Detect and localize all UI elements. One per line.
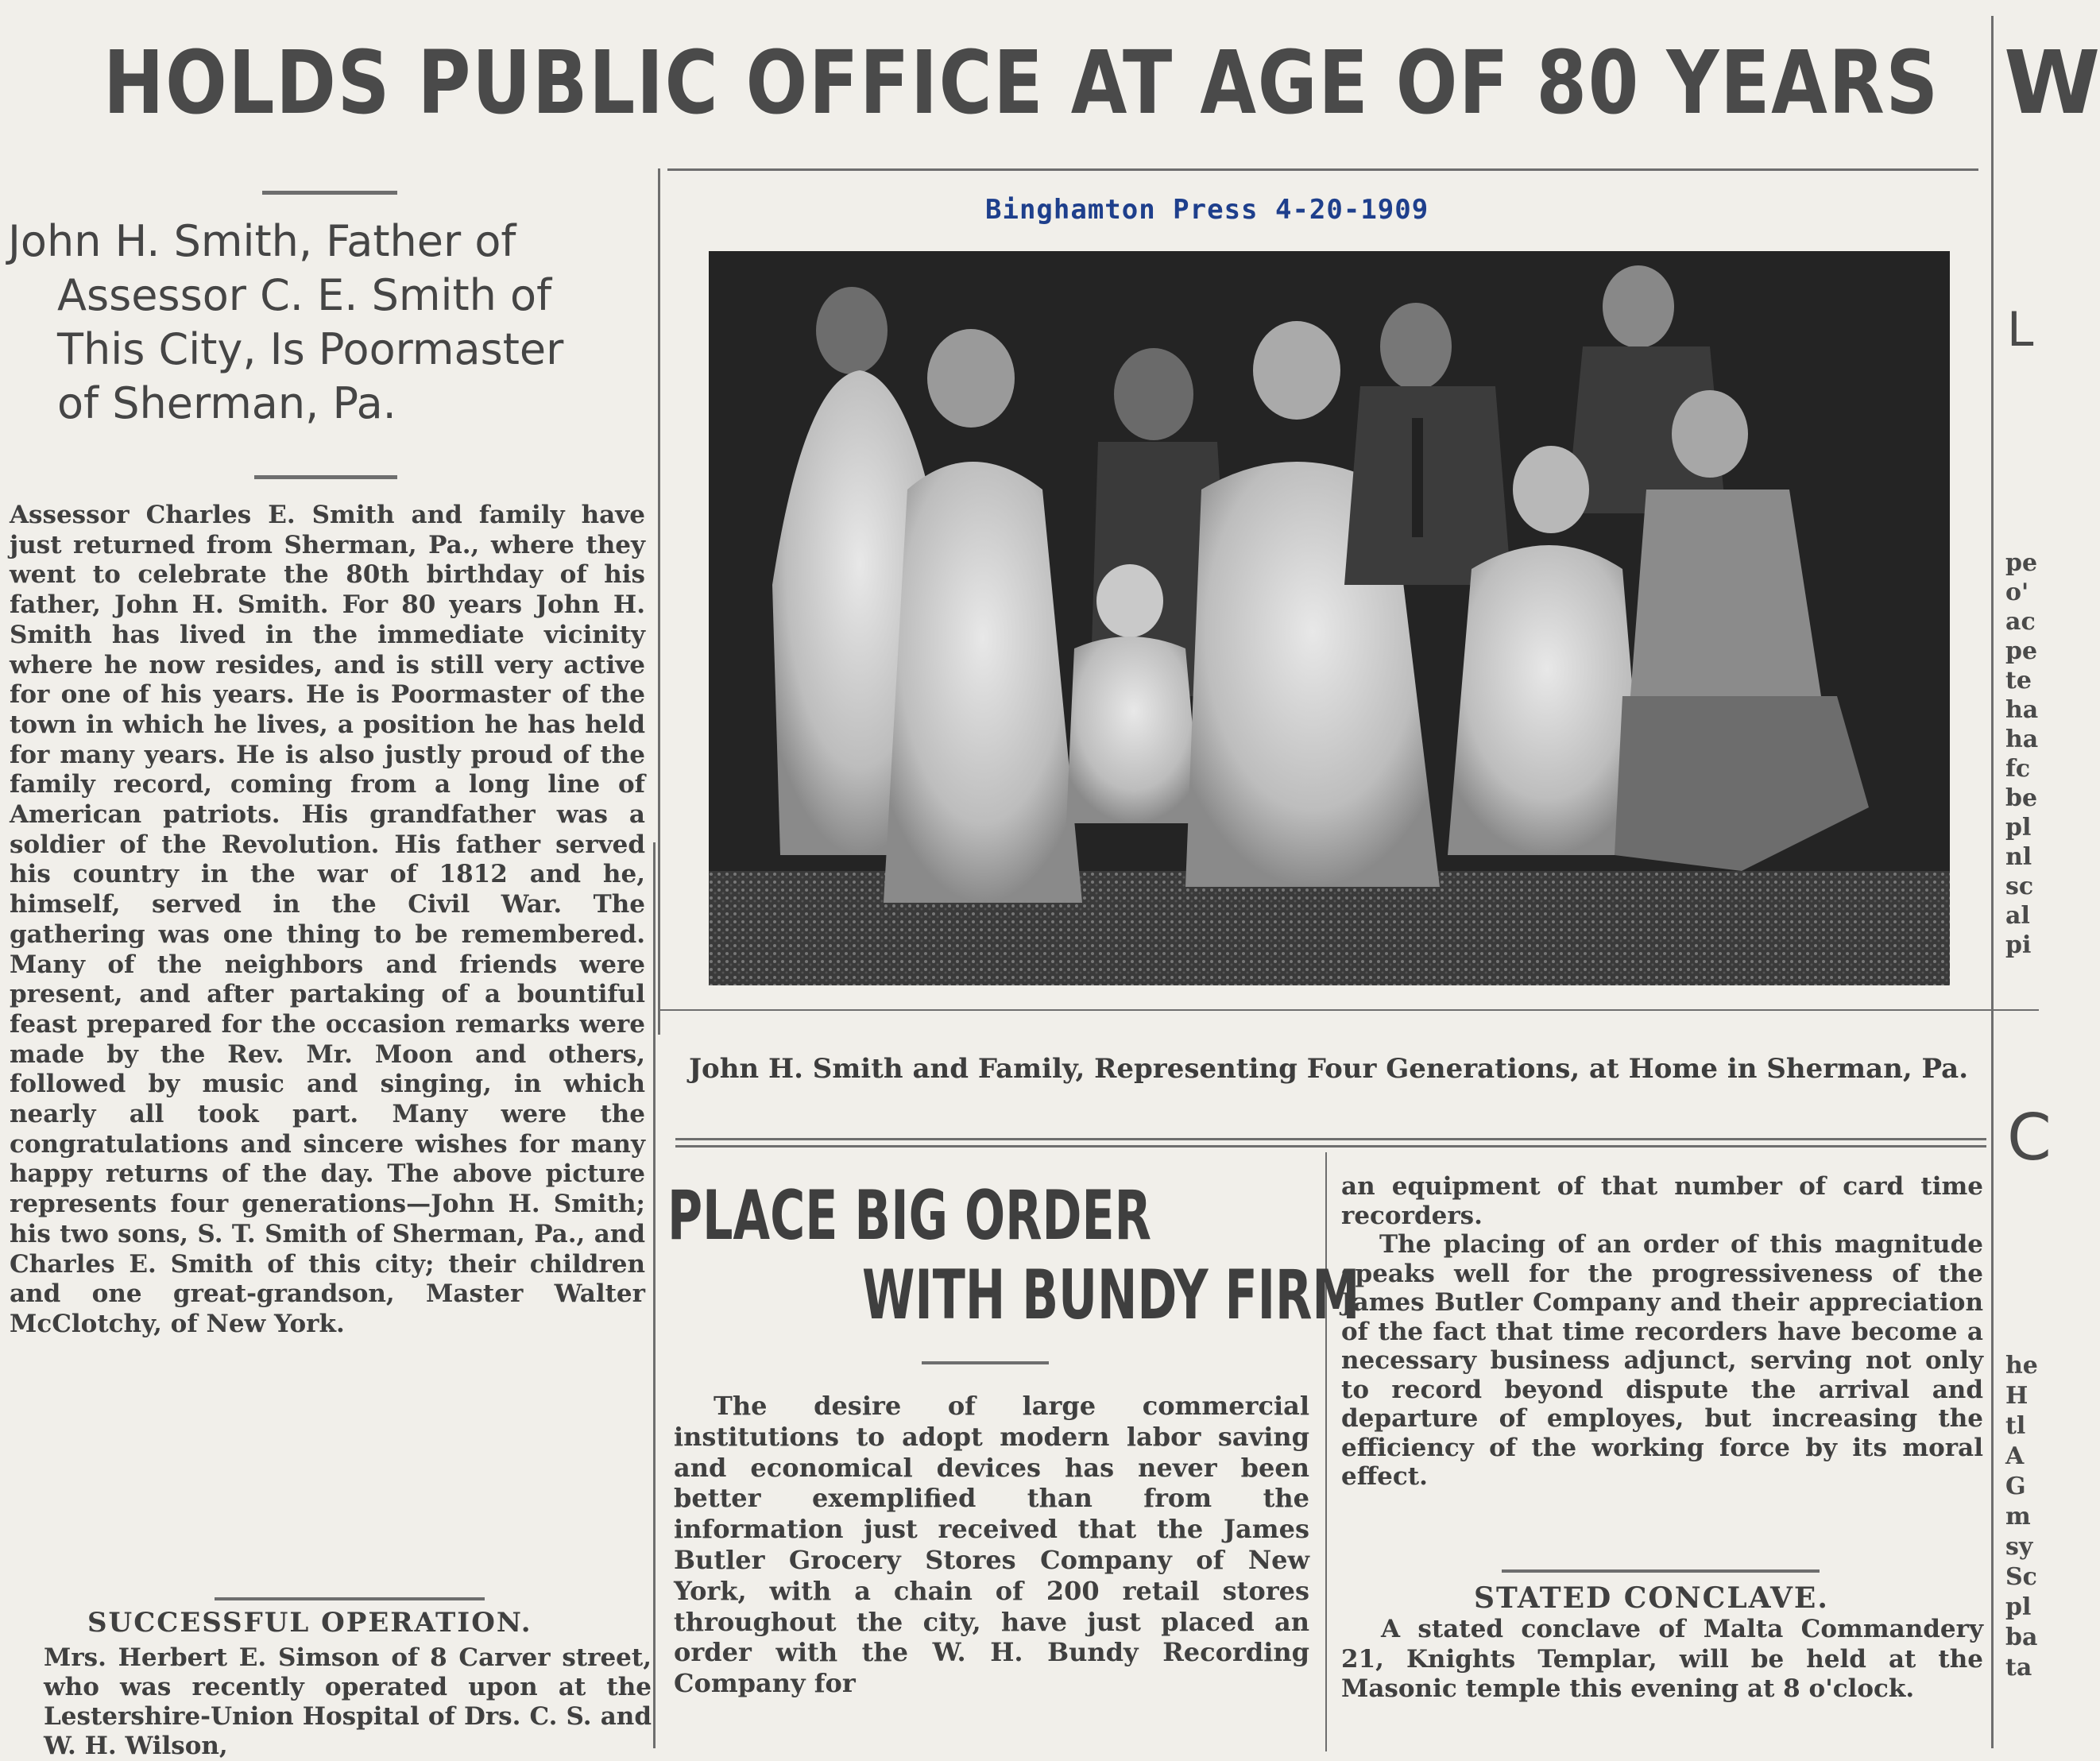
deck-line-1: John H. Smith, Father of bbox=[8, 216, 516, 266]
edge-line: m bbox=[2005, 1503, 2031, 1531]
rule-photo-top bbox=[667, 168, 1978, 171]
edge-line: sy bbox=[2005, 1533, 2033, 1561]
edge-line: H bbox=[2005, 1382, 2028, 1410]
bundy-heading-line-2: WITH BUNDY FIRM bbox=[862, 1256, 1360, 1335]
conclave-heading: STATED CONCLAVE. bbox=[1474, 1581, 1829, 1615]
archive-stamp: Binghamton Press 4-20-1909 bbox=[985, 194, 1429, 226]
bundy-column-1: The desire of large commercial institutions to adopt modern labor saving and economical devices has never been better exemplified than from the information just received that the James Butler Grocery Stores Company of New York, with a chain of 200 retail stores throughout the city, have just placed an order with the W. H. Bundy Recording Company for bbox=[674, 1391, 1309, 1699]
edge-line: pl bbox=[2005, 1593, 2032, 1621]
edge-line: fc bbox=[2005, 755, 2031, 783]
bundy-column-2 bbox=[1341, 1172, 1983, 1562]
edge-line: be bbox=[2005, 784, 2038, 812]
edge-line: sc bbox=[2005, 873, 2034, 900]
rule-successful-operation bbox=[215, 1597, 485, 1600]
rule-right-edge-1 bbox=[2007, 1009, 2039, 1011]
rule-column-right bbox=[1991, 16, 1994, 1748]
operation-heading: SUCCESSFUL OPERATION. bbox=[87, 1607, 532, 1639]
edge-line: pe bbox=[2005, 549, 2038, 577]
edge-line: nl bbox=[2005, 843, 2032, 871]
photo-caption: John H. Smith and Family, Representing Four Generations, at Home in Sherman, Pa. bbox=[688, 1053, 1969, 1085]
edge-line: A bbox=[2005, 1442, 2025, 1470]
rule-under-caption-2 bbox=[675, 1145, 1986, 1148]
edge-line: he bbox=[2005, 1352, 2038, 1380]
edge-line: Sc bbox=[2005, 1563, 2037, 1591]
edge-line: ha bbox=[2005, 696, 2039, 724]
family-photo-image bbox=[709, 251, 1950, 985]
edge-line: pi bbox=[2005, 931, 2032, 959]
deck-line-3: This City, Is Poormaster bbox=[57, 324, 564, 374]
headline-deck bbox=[8, 215, 644, 431]
edge-fragments-column bbox=[2005, 548, 2038, 960]
rule-conclave bbox=[1502, 1569, 1820, 1573]
rule-bundy-head bbox=[922, 1361, 1049, 1364]
edge-fragment-mid: L bbox=[2007, 302, 2034, 358]
family-photo bbox=[709, 251, 1950, 985]
bundy-col2-para-2: The placing of an order of this magnitude speaks well for the progressiveness of the James Butler Company and their appreciation of the fact that time recorders have become a necessary business adjunct, serving not only to record beyond dispute the arrival and departure of employes, but increasing the efficiency of the working force by its moral effect. bbox=[1341, 1230, 1983, 1491]
rule-under-caption-1 bbox=[675, 1138, 1986, 1140]
operation-text: Mrs. Herbert E. Simson of 8 Carver street, who was recently operated upon at the Lestershire-Union Hospital of Drs. C. S. and W. H. Wilson, bbox=[44, 1643, 652, 1760]
rule-under-deck bbox=[254, 475, 397, 479]
edge-line: o' bbox=[2005, 579, 2029, 606]
edge-line: ac bbox=[2005, 608, 2036, 636]
main-story bbox=[10, 501, 645, 1589]
edge-line: ba bbox=[2005, 1624, 2038, 1651]
main-story-text: Assessor Charles E. Smith and family have just returned from Sherman, Pa., where they went to celebrate the 80th birthday of his father, John H. Smith. For 80 years John H. Smith has lived in the immediate vicinity where he now resides, and is still very active for one of his years. He is Poormaster of the town in which he lives, a position he has held for many years. He is also justly proud of the family record, coming from a long line of American patriots. His grandfather was a soldier of the Revolution. His father served his country in the war of 1812 and he, himself, served in the Civil War. The gathering was one thing to be remembered. Many of the neighbors and friends were present, and after partaking of a bountiful feast prepared for the occasion remarks were made by the Rev. Mr. Moon and others, followed by music and singing, in which nearly all took part. Many were the congratulations and sincere wishes for many happy returns of the day. The above picture represents four generations—John H. Smith; his two sons, S. T. Smith of Sherman, Pa., and Charles E. Smith of this city; their children and one great-grandson, Master Walter McClotchy, of New York. bbox=[10, 501, 645, 1338]
edge-line: te bbox=[2005, 667, 2032, 695]
rule-column-left bbox=[658, 168, 660, 1035]
edge-line: pl bbox=[2005, 814, 2032, 842]
headline: HOLDS PUBLIC OFFICE AT AGE OF 80 YEARS bbox=[103, 32, 1940, 134]
edge-fragment-top: W bbox=[2004, 32, 2100, 134]
deck-line-4: of Sherman, Pa. bbox=[57, 378, 396, 428]
rule-column-middle bbox=[1325, 1152, 1327, 1751]
edge-fragments-low bbox=[2005, 1351, 2038, 1683]
edge-line: ha bbox=[2005, 726, 2039, 753]
edge-line: al bbox=[2005, 902, 2030, 930]
rule-top-left-deck bbox=[262, 191, 397, 195]
conclave-text: A stated conclave of Malta Commandery 21, Knights Templar, will be held at the Masonic temple this evening at 8 o'clock. bbox=[1341, 1615, 1983, 1703]
bundy-col2-para-1: an equipment of that number of card time recorders. bbox=[1341, 1172, 1983, 1230]
edge-line: G bbox=[2005, 1473, 2026, 1500]
rule-column-left-lower bbox=[653, 842, 656, 1748]
rule-under-photo bbox=[659, 1009, 2034, 1011]
deck-line-2: Assessor C. E. Smith of bbox=[57, 270, 552, 320]
edge-line: ta bbox=[2005, 1654, 2032, 1682]
edge-line: tl bbox=[2005, 1412, 2026, 1440]
edge-fragment-big: C bbox=[2007, 1101, 2052, 1175]
edge-line: pe bbox=[2005, 637, 2038, 665]
bundy-heading-line-1: PLACE BIG ORDER bbox=[667, 1176, 1151, 1256]
